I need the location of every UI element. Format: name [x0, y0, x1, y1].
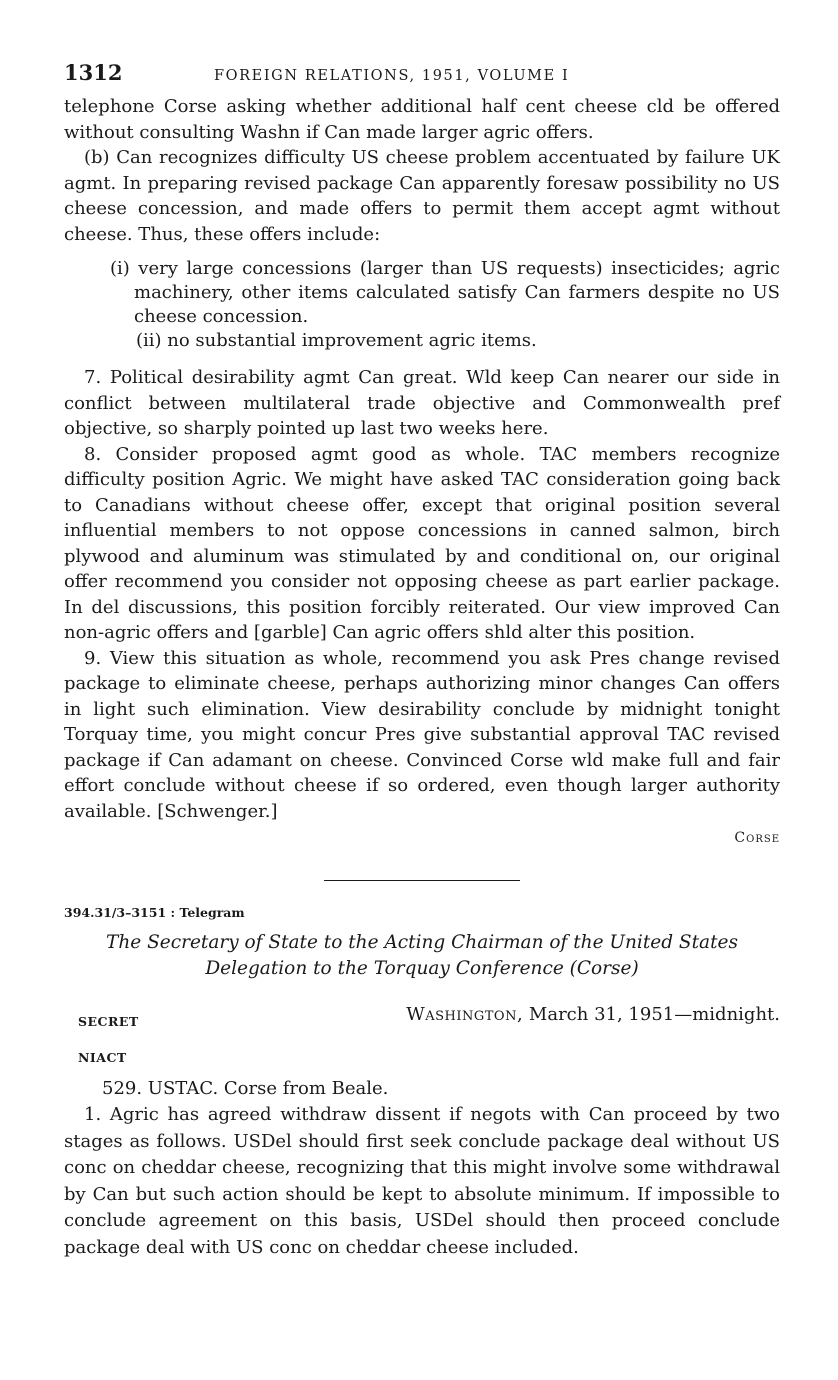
dateline	[406, 1004, 780, 1025]
priority-label: NIACT	[78, 1050, 127, 1065]
offer-list	[110, 257, 780, 353]
paragraph-9: 9. View this situation as whole, recommend you ask Pres change revised package to eliminate cheese, perhaps authorizing minor changes Can offers in light such elimination. View desirability conclude by midnight tonight Torquay time, you might concur Pres give substantial approval TAC revised package if Can adamant on cheese. Convinced Corse wld make full and fair effort conclude without cheese if so ordered, even though larger authority available. [Schwenger.]	[64, 647, 780, 822]
telegram-paragraph-1: 1. Agric has agreed withdraw dissent if negots with Can proceed by two stages as follows. USDel should first seek conclude package deal without US conc on cheddar cheese, recognizing that this might involve some withdrawal by Can but such action should be kept to absolute minimum. If impossible to conclude agreement on this basis, USDel should then proceed conclude package deal with US conc on cheddar cheese included.	[64, 1104, 780, 1258]
classification-label: SECRET	[78, 1014, 139, 1029]
list-item-i: (i) very large concessions (larger than US requests) insecticides; agric machinery, other items calculated satisfy Can farmers despite no US cheese concession.	[110, 258, 780, 327]
paragraph-b: (b) Can recognizes difficulty US cheese problem accentuated by failure UK agmt. In preparing revised package Can apparently foresaw possibility no US cheese concession, and made offers to permit them accept agmt without cheese. Thus, these offers include:	[64, 147, 780, 245]
dateline-date: March 31, 1951—midnight.	[528, 1004, 780, 1025]
running-head: FOREIGN RELATIONS, 1951, VOLUME I	[214, 68, 570, 84]
page-header	[64, 60, 780, 94]
page-number: 1312	[64, 60, 123, 85]
paragraph-continued: telephone Corse asking whether additional half cent cheese cld be offered without consulting Washn if Can made larger agric offers.	[64, 96, 780, 143]
document-page	[64, 60, 780, 1261]
document-title: The Secretary of State to the Acting Chairman of the United States Delegation to the Torquay Conference (Corse)	[106, 932, 738, 979]
list-item-ii: (ii) no substantial improvement agric items.	[136, 330, 537, 351]
paragraph-8: 8. Consider proposed agmt good as whole. TAC members recognize difficulty position Agric. We might have asked TAC consideration going back to Canadians without cheese offer, except that original position several influential members to not oppose concessions in canned salmon, birch plywood and aluminum was stimulated by and conditional on, our original offer recommend you consider not opposing cheese as part earlier package. In del discussions, this position forcibly reiterated. Our view improved Can non-agric offers and [garble] Can agric offers shld alter this position.	[64, 443, 780, 643]
signature: Corse	[734, 830, 780, 846]
telegram-body	[64, 1102, 780, 1261]
dateline-place: Washington,	[406, 1004, 524, 1025]
file-number: 394.31/3–3151 : Telegram	[64, 905, 245, 920]
section-divider	[324, 880, 520, 881]
telegram-meta	[64, 1004, 780, 1076]
telegram-number: 529. USTAC. Corse from Beale.	[102, 1078, 389, 1099]
paragraph-7: 7. Political desirability agmt Can great. Wld keep Can nearer our side in conflict between multilateral trade objective and Commonwealth pref objective, so sharply pointed up last two weeks here.	[64, 367, 780, 439]
